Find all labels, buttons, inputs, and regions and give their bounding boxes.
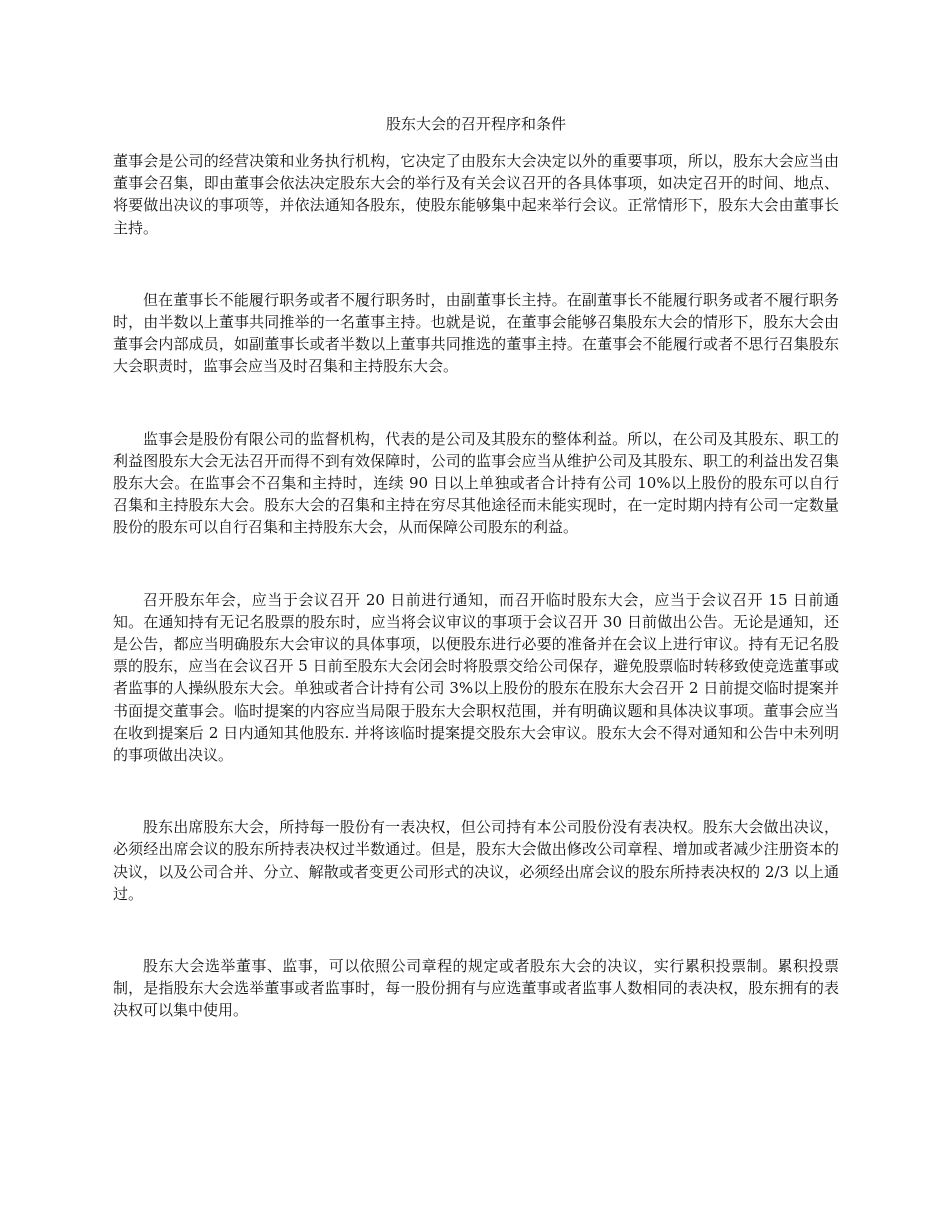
paragraph-spacer [113,378,839,428]
paragraph-2: 但在董事长不能履行职务或者不履行职务时，由副董事长主持。在副董事长不能履行职务或者不履行职务时，由半数以上董事共同推举的一名董事主持。也就是说，在董事会能够召集股东大会的情形下，股东大会由董事会内部成员，如副董事长或者半数以上董事共同推选的董事主持。在董事会不能履行或者不思行召集股东大会职责时，监事会应当及时召集和主持股东大会。 [113,290,839,376]
paragraph-spacer [113,766,839,816]
paragraph-1: 董事会是公司的经营决策和业务执行机构，它决定了由股东大会决定以外的重要事项，所以，股东大会应当由董事会召集，即由董事会依法决定股东大会的举行及有关会议召开的各具体事项，如决定召开的时间、地点、将要做出决议的事项等，并依法通知各股东，使股东能够集中起来举行会议。正常情形下，股东大会由董事长主持。 [113,152,839,237]
document-title: 股东大会的召开程序和条件 [385,115,566,133]
paragraph-6: 股东大会选举董事、监事，可以依照公司章程的规定或者股东大会的决议，实行累积投票制。累积投票制，是指股东大会选举董事或者监事时，每一股份拥有与应选董事或者监事人数相同的表决权，股东拥有的表决权可以集中使用。 [113,957,839,1020]
paragraph-3: 监事会是股份有限公司的监督机构，代表的是公司及其股东的整体利益。所以，在公司及其股东、职工的利益图股东大会无法召开而得不到有效保障时，公司的监事会应当从维护公司及其股东、职工的利益出发召集股东大会。在监事会不召集和主持时，连续 90 日以上单独或者合计持有公司 10%以上股份的股东可以自行召集和主持股东大会。股东大会的召集和主持在穷尽其他途径而未能实现时，在一定时期内持有公司一定数量股份的股东可以自行召集和主持股东大会，从而保障公司股东的利益。 [113,429,839,537]
paragraph-spacer [113,905,839,955]
paragraph-5: 股东出席股东大会，所持每一股份有一表决权，但公司持有本公司股份没有表决权。股东大会做出决议，必须经出席会议的股东所持表决权过半数通过。但是，股东大会做出修改公司章程、增加或者减少注册资本的决议，以及公司合并、分立、解散或者变更公司形式的决议，必须经出席会议的股东所持表决权的 2/3 以上通过。 [113,818,839,903]
paragraph-spacer [113,539,839,589]
document-page [113,112,839,1022]
paragraph-4: 召开股东年会，应当于会议召开 20 日前进行通知，而召开临时股东大会，应当于会议召开 15 日前通知。在通知持有无记名股票的股东时，应当将会议审议的事项于会议召开 30 日前做出公告。无论是通知，还是公告，都应当明确股东大会审议的具体事项，以便股东进行必要的准备并在会议上进行审议。持有无记名股票的股东，应当在会议召开 5 日前至股东大会闭会时将股票交给公司保存，避免股票临时转移致使竞选董事或者监事的人操纵股东大会。单独或者合计持有公司 3%以上股份的股东在股东大会召开 2 日前提交临时提案并书面提交董事会。临时提案的内容应当局限于股东大会职权范围，并有明确议题和具体决议事项。董事会应当在收到提案后 2 日内通知其他股东. 并将该临时提案提交股东大会审议。股东大会不得对通知和公告中未列明的事项做出决议。 [113,590,839,765]
paragraph-spacer [113,239,839,289]
